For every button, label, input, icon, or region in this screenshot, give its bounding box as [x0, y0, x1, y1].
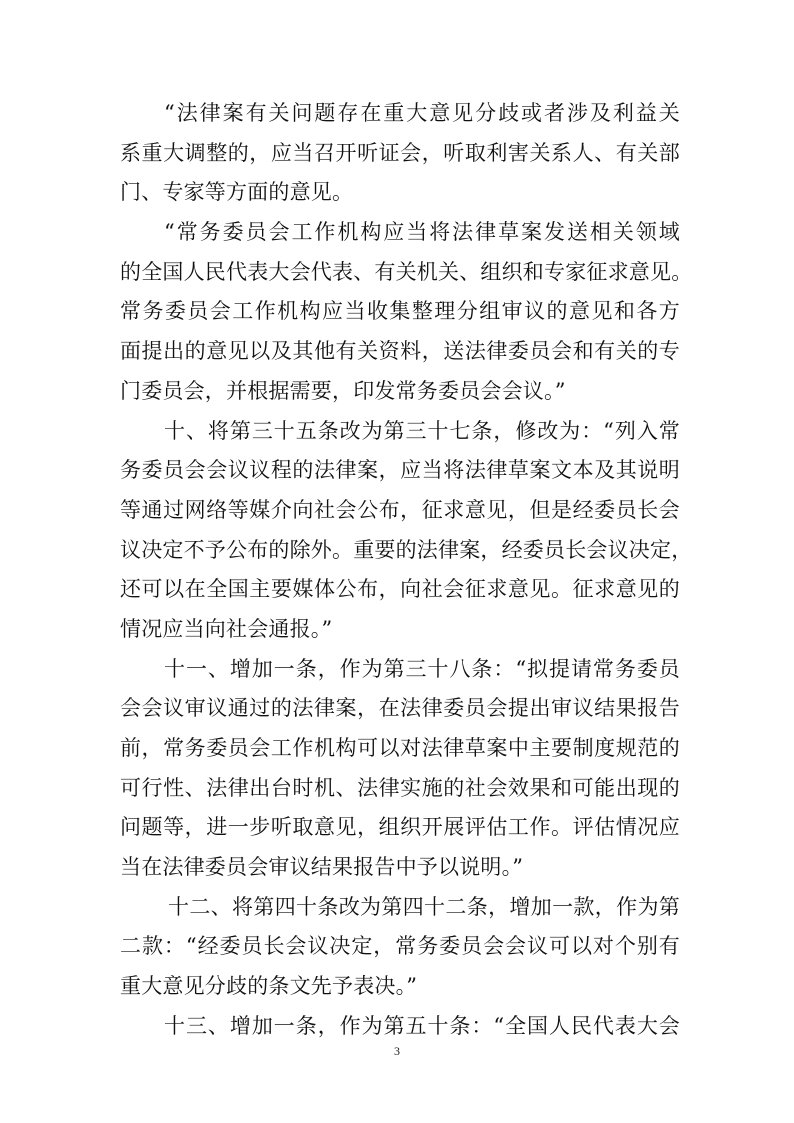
text-line: 还可以在全国主要媒体公布，向社会征求意见。征求意见的 [120, 577, 680, 602]
text-line: 前，常务委员会工作机构可以对法律草案中主要制度规范的 [120, 736, 680, 760]
text-line: 十三、增加一条，作为第五十条：“全国人民代表大会 [164, 1013, 680, 1038]
text-line: “法律案有关问题存在重大意见分歧或者涉及利益关 [164, 101, 680, 125]
text-line: 面提出的意见以及其他有关资料，送法律委员会和有关的专 [120, 339, 680, 364]
text-line: 问题等，进一步听取意见，组织开展评估工作。评估情况应 [120, 815, 680, 840]
paragraph [120, 94, 680, 213]
text-line: 门委员会，并根据需要，印发常务委员会会议。” [120, 378, 566, 403]
paragraph [120, 213, 693, 411]
text-line: 十、将第三十五条改为第三十七条，修改为：“列入常 [164, 418, 680, 443]
document-body [120, 94, 693, 1047]
paragraph [120, 1007, 680, 1047]
text-line: 重大意见分歧的条文先予表决。” [120, 974, 418, 999]
text-line: 系重大调整的，应当召开听证会，听取利害关系人、有关部 [120, 140, 680, 165]
text-line: 的全国人民代表大会代表、有关机关、组织和专家征求意见。 [120, 259, 693, 284]
paragraph [120, 412, 693, 650]
text-line: 十一、增加一条，作为第三十八条：“拟提请常务委员 [164, 656, 680, 681]
text-line: 当在法律委员会审议结果报告中予以说明。” [120, 855, 524, 880]
text-line: 常务委员会工作机构应当收集整理分组审议的意见和各方 [120, 299, 680, 324]
paragraph [120, 888, 680, 1007]
text-line: 等通过网络等媒介向社会公布，征求意见，但是经委员长会 [120, 497, 680, 522]
text-line: 议决定不予公布的除外。重要的法律案，经委员长会议决定， [120, 537, 693, 562]
text-line: 可行性、法律出台时机、法律实施的社会效果和可能出现的 [120, 775, 680, 800]
text-line: 门、专家等方面的意见。 [120, 180, 354, 205]
paragraph [120, 650, 680, 888]
text-line: 二款：“经委员长会议决定，常务委员会会议可以对个别有 [120, 934, 680, 959]
text-line: 会会议审议通过的法律案，在法律委员会提出审议结果报告 [120, 696, 680, 721]
text-line: 情况应当向社会通报。” [120, 616, 333, 641]
page-number: 3 [394, 1044, 400, 1058]
text-line: 务委员会会议议程的法律案，应当将法律草案文本及其说明 [120, 458, 680, 483]
text-line: “常务委员会工作机构应当将法律草案发送相关领域 [164, 220, 680, 245]
text-line: 十二、将第四十条改为第四十二条，增加一款，作为第 [168, 894, 680, 919]
